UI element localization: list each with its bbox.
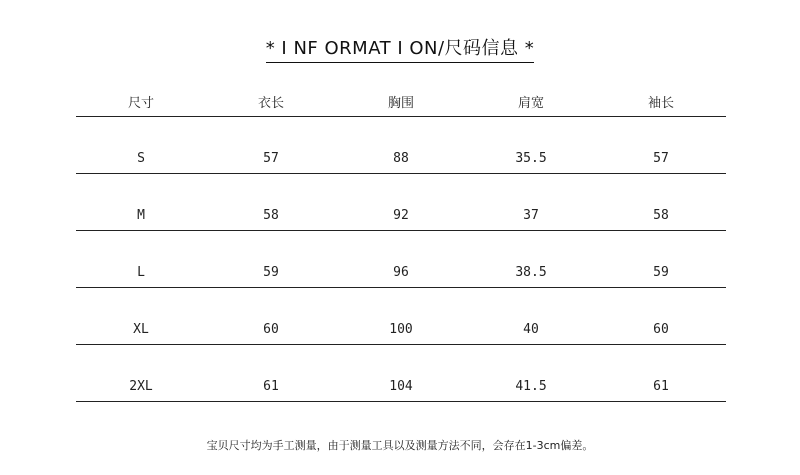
cell-length: 60 (263, 322, 279, 337)
cell-length: 61 (263, 379, 279, 394)
measurement-note: 宝贝尺寸均为手工测量，由于测量工具以及测量方法不同，会存在1-3cm偏差。 (206, 439, 594, 452)
cell-sleeve: 60 (653, 322, 669, 337)
cell-length: 58 (263, 208, 279, 223)
table-row (76, 288, 726, 345)
page-title (0, 34, 800, 63)
cell-chest: 92 (393, 208, 409, 223)
title-text: * I NF ORMAT I ON/尺码信息 * (266, 34, 535, 63)
header-shoulder: 肩宽 (517, 95, 544, 111)
cell-shoulder: 40 (523, 322, 539, 337)
cell-shoulder: 38.5 (515, 265, 547, 280)
table-row (76, 345, 726, 402)
cell-length: 59 (263, 265, 279, 280)
cell-size: XL (133, 322, 149, 337)
header-length: 衣长 (257, 95, 284, 111)
header-chest: 胸围 (387, 95, 414, 111)
cell-sleeve: 61 (653, 379, 669, 394)
cell-sleeve: 58 (653, 208, 669, 223)
cell-sleeve: 57 (653, 151, 669, 166)
size-table (76, 86, 726, 402)
table-row (76, 231, 726, 288)
cell-shoulder: 41.5 (515, 379, 547, 394)
cell-size: 2XL (129, 379, 153, 394)
cell-chest: 88 (393, 151, 409, 166)
cell-sleeve: 59 (653, 265, 669, 280)
cell-shoulder: 37 (523, 208, 539, 223)
table-row (76, 174, 726, 231)
table-row (76, 117, 726, 174)
cell-chest: 100 (389, 322, 413, 337)
cell-length: 57 (263, 151, 279, 166)
cell-size: L (137, 265, 145, 280)
cell-chest: 96 (393, 265, 409, 280)
header-size: 尺寸 (127, 95, 154, 111)
header-sleeve: 袖长 (647, 95, 674, 111)
cell-shoulder: 35.5 (515, 151, 547, 166)
cell-size: M (137, 208, 145, 223)
table-header-row (76, 86, 726, 117)
cell-size: S (137, 151, 145, 166)
cell-chest: 104 (389, 379, 413, 394)
